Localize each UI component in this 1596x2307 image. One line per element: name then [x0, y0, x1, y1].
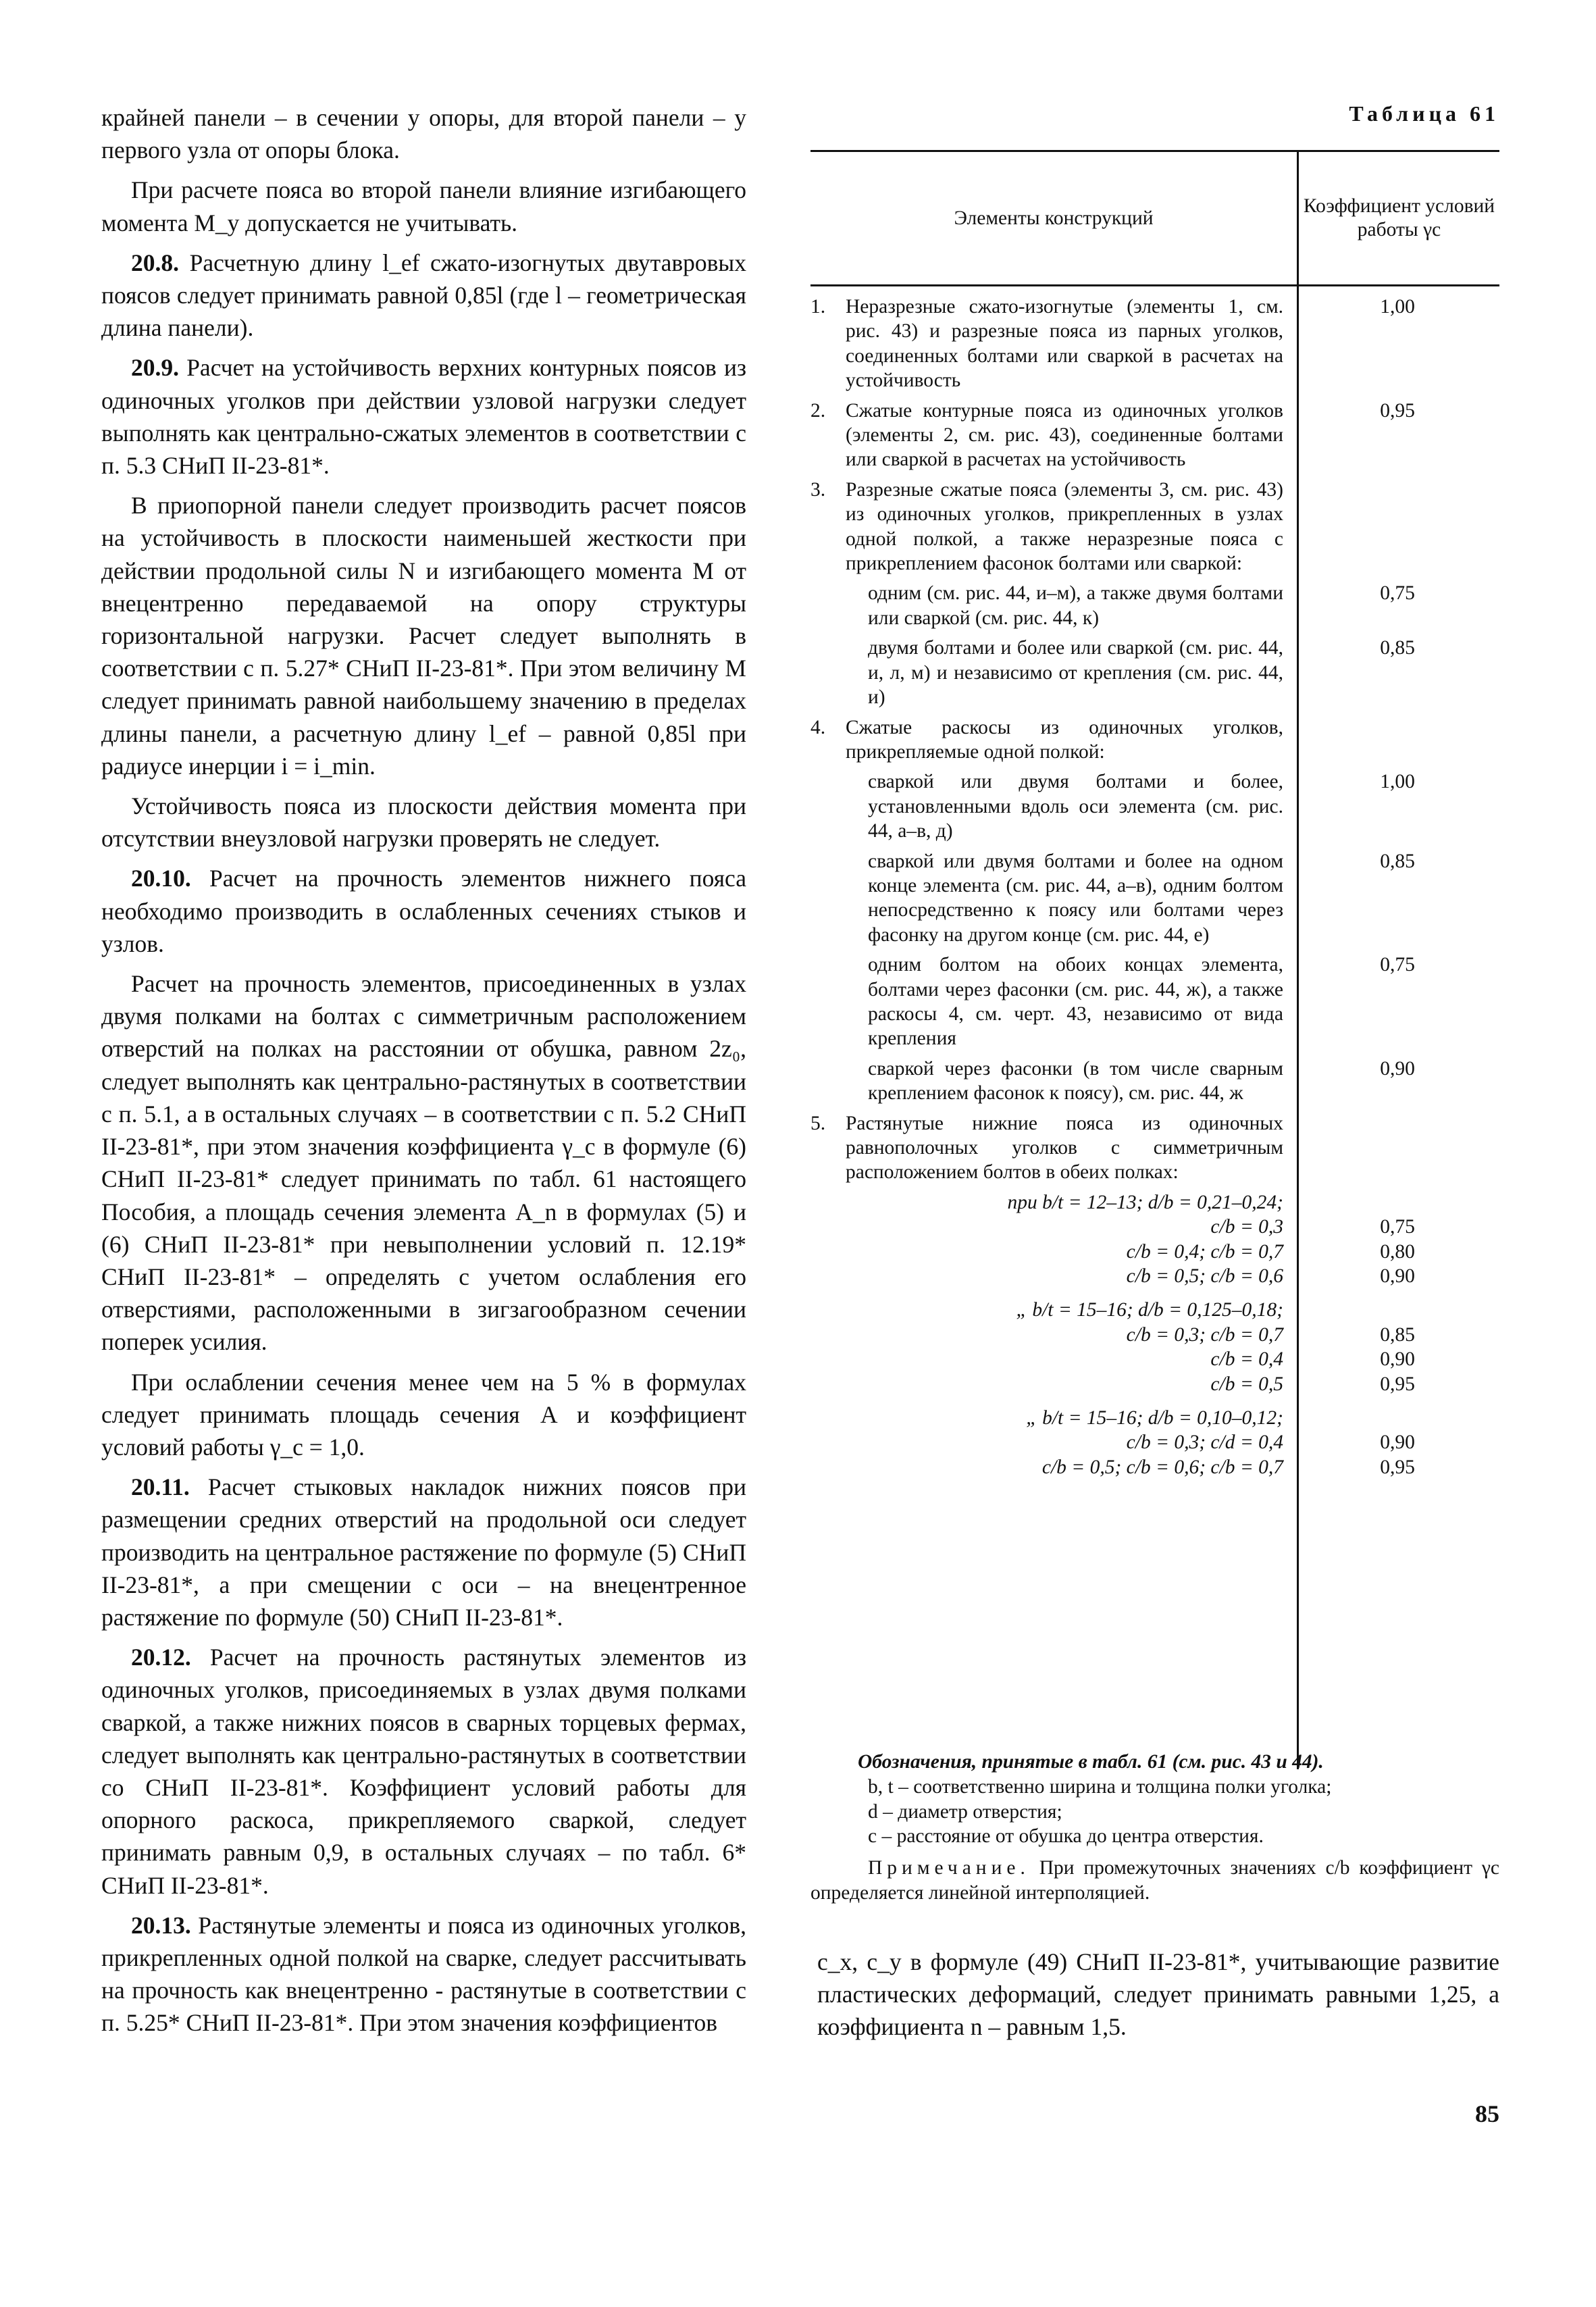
table-row	[810, 1323, 1499, 1347]
note-line: d – диаметр отверстия;	[868, 1800, 1062, 1823]
paragraph: крайней панели – в сечении у опоры, для второй панели – у первого узла от опоры блока.	[101, 104, 746, 164]
remark-label: Примечание.	[868, 1857, 1030, 1879]
table-row	[810, 1057, 1499, 1106]
paragraph-text: Расчет на устойчивость верхних контурных поясов из одиночных уголков при действии узловой нагрузки следует выполнять как центрально-сжатых элементов в соответствии с п. 5.3 СНиП II-23-81*.	[101, 354, 747, 480]
row-text: „ b/t = 15–16; d/b = 0,125–0,18;	[1016, 1299, 1283, 1321]
note-line: b, t – соответственно ширина и толщина полки уголка;	[868, 1775, 1332, 1798]
paragraph-20-11	[101, 1471, 746, 1633]
row-coefficient: 0,90	[1380, 1431, 1415, 1454]
row-text: при b/t = 12–13; d/b = 0,21–0,24;	[1007, 1191, 1283, 1213]
table-row	[810, 581, 1499, 630]
row-coefficient: 0,90	[1380, 1057, 1415, 1080]
paragraph-text: Растянутые элементы и пояса из одиночных уголков, прикрепленных одной полкой на сварке, следует рассчитывать на прочность как внецентренно - растянутые в соответствии с п. 5.25* СНиП II-23-81*. При этом значения коэффициентов	[101, 1911, 746, 2037]
section-number: 20.11.	[131, 1473, 190, 1501]
table-row	[810, 636, 1499, 709]
row-coefficient: 0,75	[1380, 582, 1415, 605]
row-text: Сжатые раскосы из одиночных уголков, прикрепляемые одной полкой:	[846, 716, 1283, 763]
table-row	[810, 1455, 1499, 1479]
paragraph: В приопорной панели следует производить расчет поясов на устойчивость в плоскости наименьшей жесткости при действии продольной силы N и изгибающего момента M от внецентренно передаваемой на опору структуры горизонтальной нагрузки. Расчет следует выполнять в соответствии с п. 5.27* СНиП II-23-81*. При этом величину M следует принимать равной наибольшему значению в пределах длины панели, а расчетную длину l_ef – равной 0,85l при радиусе инерции i = i_min.	[101, 492, 746, 780]
paragraph-20-9	[101, 351, 746, 482]
row-coefficient: 0,85	[1380, 850, 1415, 872]
row-text: c/b = 0,5; c/b = 0,6	[1126, 1265, 1283, 1288]
table-row	[810, 1215, 1499, 1239]
row-coefficient: 0,85	[1380, 637, 1415, 659]
note-line: c – расстояние от обушка до центра отверстия.	[868, 1825, 1264, 1848]
paragraph-text: Расчетную длину l_ef сжато-изогнутых двутавровых поясов следует принимать равной 0,85l (где l – геометрическая длина панели).	[101, 249, 747, 342]
paragraph-text: Расчет стыковых накладок нижних поясов при размещении средних отверстий на продольной оси следует производить на центральное растяжение по формуле (5) СНиП II-23-81*, а при смещении с оси – на внецентренное растяжение по формуле (50) СНиП II-23-81*.	[101, 1473, 746, 1631]
table-row	[810, 399, 1499, 472]
table-notes	[810, 1750, 1499, 1906]
note-remark	[810, 1856, 1499, 1906]
page-number: 85	[1475, 2100, 1499, 2127]
row-text: сваркой через фасонки (в том числе сварным креплением фасонок к поясу), см. рис. 44, ж	[868, 1057, 1283, 1105]
table-title: Таблица 61	[1349, 101, 1499, 126]
row-number: 4.	[810, 716, 826, 738]
row-coefficient: 0,80	[1380, 1240, 1415, 1263]
row-coefficient: 0,85	[1380, 1323, 1415, 1346]
row-number: 2.	[810, 399, 826, 422]
row-text: c/b = 0,3; c/d = 0,4	[1126, 1431, 1283, 1454]
table-row	[810, 1240, 1499, 1264]
row-text: одним болтом на обоих концах элемента, болтами через фасонки (см. рис. 44, ж), а также раскосы 4, см. черт. 43, независимо от вида крепления	[868, 954, 1283, 1050]
row-number: 3.	[810, 478, 826, 501]
row-coefficient: 0,95	[1380, 1373, 1415, 1395]
row-number: 1.	[810, 296, 826, 318]
row-text: c/b = 0,5	[1210, 1373, 1283, 1395]
row-text: одним (см. рис. 44, и–м), а также двумя болтами или сваркой (см. рис. 44, к)	[868, 582, 1283, 629]
notes-title: Обозначения, принятые в табл. 61 (см. рис. 43 и 44).	[858, 1751, 1324, 1773]
table-header	[810, 150, 1499, 286]
row-text: c/b = 0,4; c/b = 0,7	[1126, 1240, 1283, 1263]
row-text: c/b = 0,3	[1210, 1216, 1283, 1238]
paragraph: При ослаблении сечения менее чем на 5 % в формулах следует принимать площадь сечения A и коэффициент условий работы γ_c = 1,0.	[101, 1368, 746, 1461]
table-body	[810, 286, 1499, 1479]
paragraph: При расчете пояса во второй панели влияние изгибающего момента M_y допускается не учитывать.	[101, 176, 746, 236]
paragraph-20-10	[101, 862, 746, 960]
table-row	[810, 1298, 1499, 1322]
section-number: 20.12.	[131, 1644, 191, 1671]
section-number: 20.13.	[131, 1911, 191, 1939]
section-number: 20.10.	[131, 865, 191, 892]
row-text: „ b/t = 15–16; d/b = 0,10–0,12;	[1026, 1407, 1283, 1429]
table-row	[810, 1430, 1499, 1454]
table-row	[810, 715, 1499, 765]
row-text: сваркой или двумя болтами и более, установленными вдоль оси элемента (см. рис. 44, а–в, д)	[868, 771, 1283, 842]
table-row	[810, 769, 1499, 843]
table-row	[810, 1372, 1499, 1396]
header-coefficient: Коэффициент условий работы γc	[1303, 195, 1495, 240]
left-column	[101, 101, 746, 2047]
row-text: Неразрезные сжато-изогнутые (элементы 1, см. рис. 43) и разрезные пояса из парных уголков, соединенных болтами или сваркой в расчетах на устойчивость	[846, 296, 1283, 392]
table-row	[810, 1406, 1499, 1430]
row-coefficient: 0,95	[1380, 399, 1415, 422]
table-row	[810, 953, 1499, 1051]
row-text: сваркой или двумя болтами и более на одном конце элемента (см. рис. 44, а–в), одним болтом непосредственно к поясу или болтами через фасонку на другом конце (см. рис. 44, е)	[868, 850, 1283, 946]
row-coefficient: 1,00	[1380, 296, 1415, 318]
row-coefficient: 1,00	[1380, 771, 1415, 793]
table-row	[810, 1347, 1499, 1371]
row-coefficient: 0,75	[1380, 1216, 1415, 1238]
row-text: c/b = 0,4	[1210, 1348, 1283, 1371]
paragraph-text: Расчет на прочность растянутых элементов из одиночных уголков, присоединяемых в узлах двумя полками сваркой, а также нижних поясов в сварных торцевых фермах, следует выполнять как центрально-растянутых в соответствии со СНиП II-23-81*. Коэффициент условий работы для опорного раскоса, прикрепляемого сваркой, следует принимать равным 0,9, в остальных случаях – по табл. 6* СНиП II-23-81*.	[101, 1644, 746, 1899]
row-text: Растянутые нижние пояса из одиночных равнополочных уголков с симметричным расположением болтов в обеих полках:	[846, 1112, 1283, 1184]
row-text: c/b = 0,3; c/b = 0,7	[1126, 1323, 1283, 1346]
paragraph: Устойчивость пояса из плоскости действия момента при отсутствии внеузловой нагрузки проверять не следует.	[101, 792, 746, 853]
paragraph-20-12	[101, 1641, 746, 1902]
remark-text: При промежуточных значениях c/b коэффициент γc определяется линейной интерполяцией.	[810, 1857, 1499, 1904]
paragraph-text: Расчет на прочность элементов нижнего пояса необходимо производить в ослабленных сечениях стыков и узлов.	[101, 865, 746, 957]
column-divider	[1297, 286, 1299, 1769]
table-row	[810, 1264, 1499, 1288]
table-row	[810, 1111, 1499, 1185]
row-text: двумя болтами и более или сваркой (см. рис. 44, и, л, м) и независимо от крепления (см. рис. 44, и)	[868, 637, 1283, 709]
coefficient-table	[810, 150, 1499, 1479]
table-row	[810, 849, 1499, 948]
row-text: c/b = 0,5; c/b = 0,6; c/b = 0,7	[1041, 1456, 1283, 1478]
paragraph-20-8	[101, 247, 746, 345]
row-coefficient: 0,90	[1380, 1348, 1415, 1371]
row-coefficient: 0,95	[1380, 1456, 1415, 1478]
paragraph: Расчет на прочность элементов, присоединенных в узлах двумя полками на болтах с симметричным расположением отверстий на полках на расстоянии от обушка, равном 2z₀, следует выполнять как центрально-растянутых в соответствии с п. 5.1, а в остальных случаях – в соответствии с п. 5.2 СНиП II-23-81*, при этом значения коэффициента γ_c в формуле (6) СНиП II-23-81* следует принимать по табл. 61 настоящего Пособия, а площадь сечения элемента A_n в формулах (5) и (6) СНиП II-23-81* при невыполнении условий п. 12.19* СНиП II-23-81* – определять с учетом ослабления его отверстиями, расположенными в зигзагообразном сечении поперек усилия.	[101, 970, 746, 1356]
paragraph-after-table: c_x, c_y в формуле (49) СНиП II-23-81*, учитывающие развитие пластических деформаций, следует принимать равными 1,25, а коэффициента n – равным 1,5.	[817, 1948, 1499, 2041]
paragraph-20-13	[101, 1909, 746, 2039]
row-coefficient: 0,90	[1380, 1265, 1415, 1288]
row-number: 5.	[810, 1112, 826, 1134]
row-text: Разрезные сжатые пояса (элементы 3, см. рис. 43) из одиночных уголков, прикрепленных в узлах одной полкой, а также неразрезные пояса с прикреплением фасонок болтами или сваркой:	[846, 478, 1283, 575]
section-number: 20.9.	[131, 354, 179, 382]
section-number: 20.8.	[131, 249, 179, 276]
table-row	[810, 295, 1499, 393]
table-row	[810, 478, 1499, 576]
row-coefficient: 0,75	[1380, 954, 1415, 976]
header-elements: Элементы конструкций	[810, 152, 1299, 284]
table-row	[810, 1190, 1499, 1215]
row-text: Сжатые контурные пояса из одиночных уголков (элементы 2, см. рис. 43), соединенные болтами или сваркой в расчетах на устойчивость	[846, 399, 1283, 471]
